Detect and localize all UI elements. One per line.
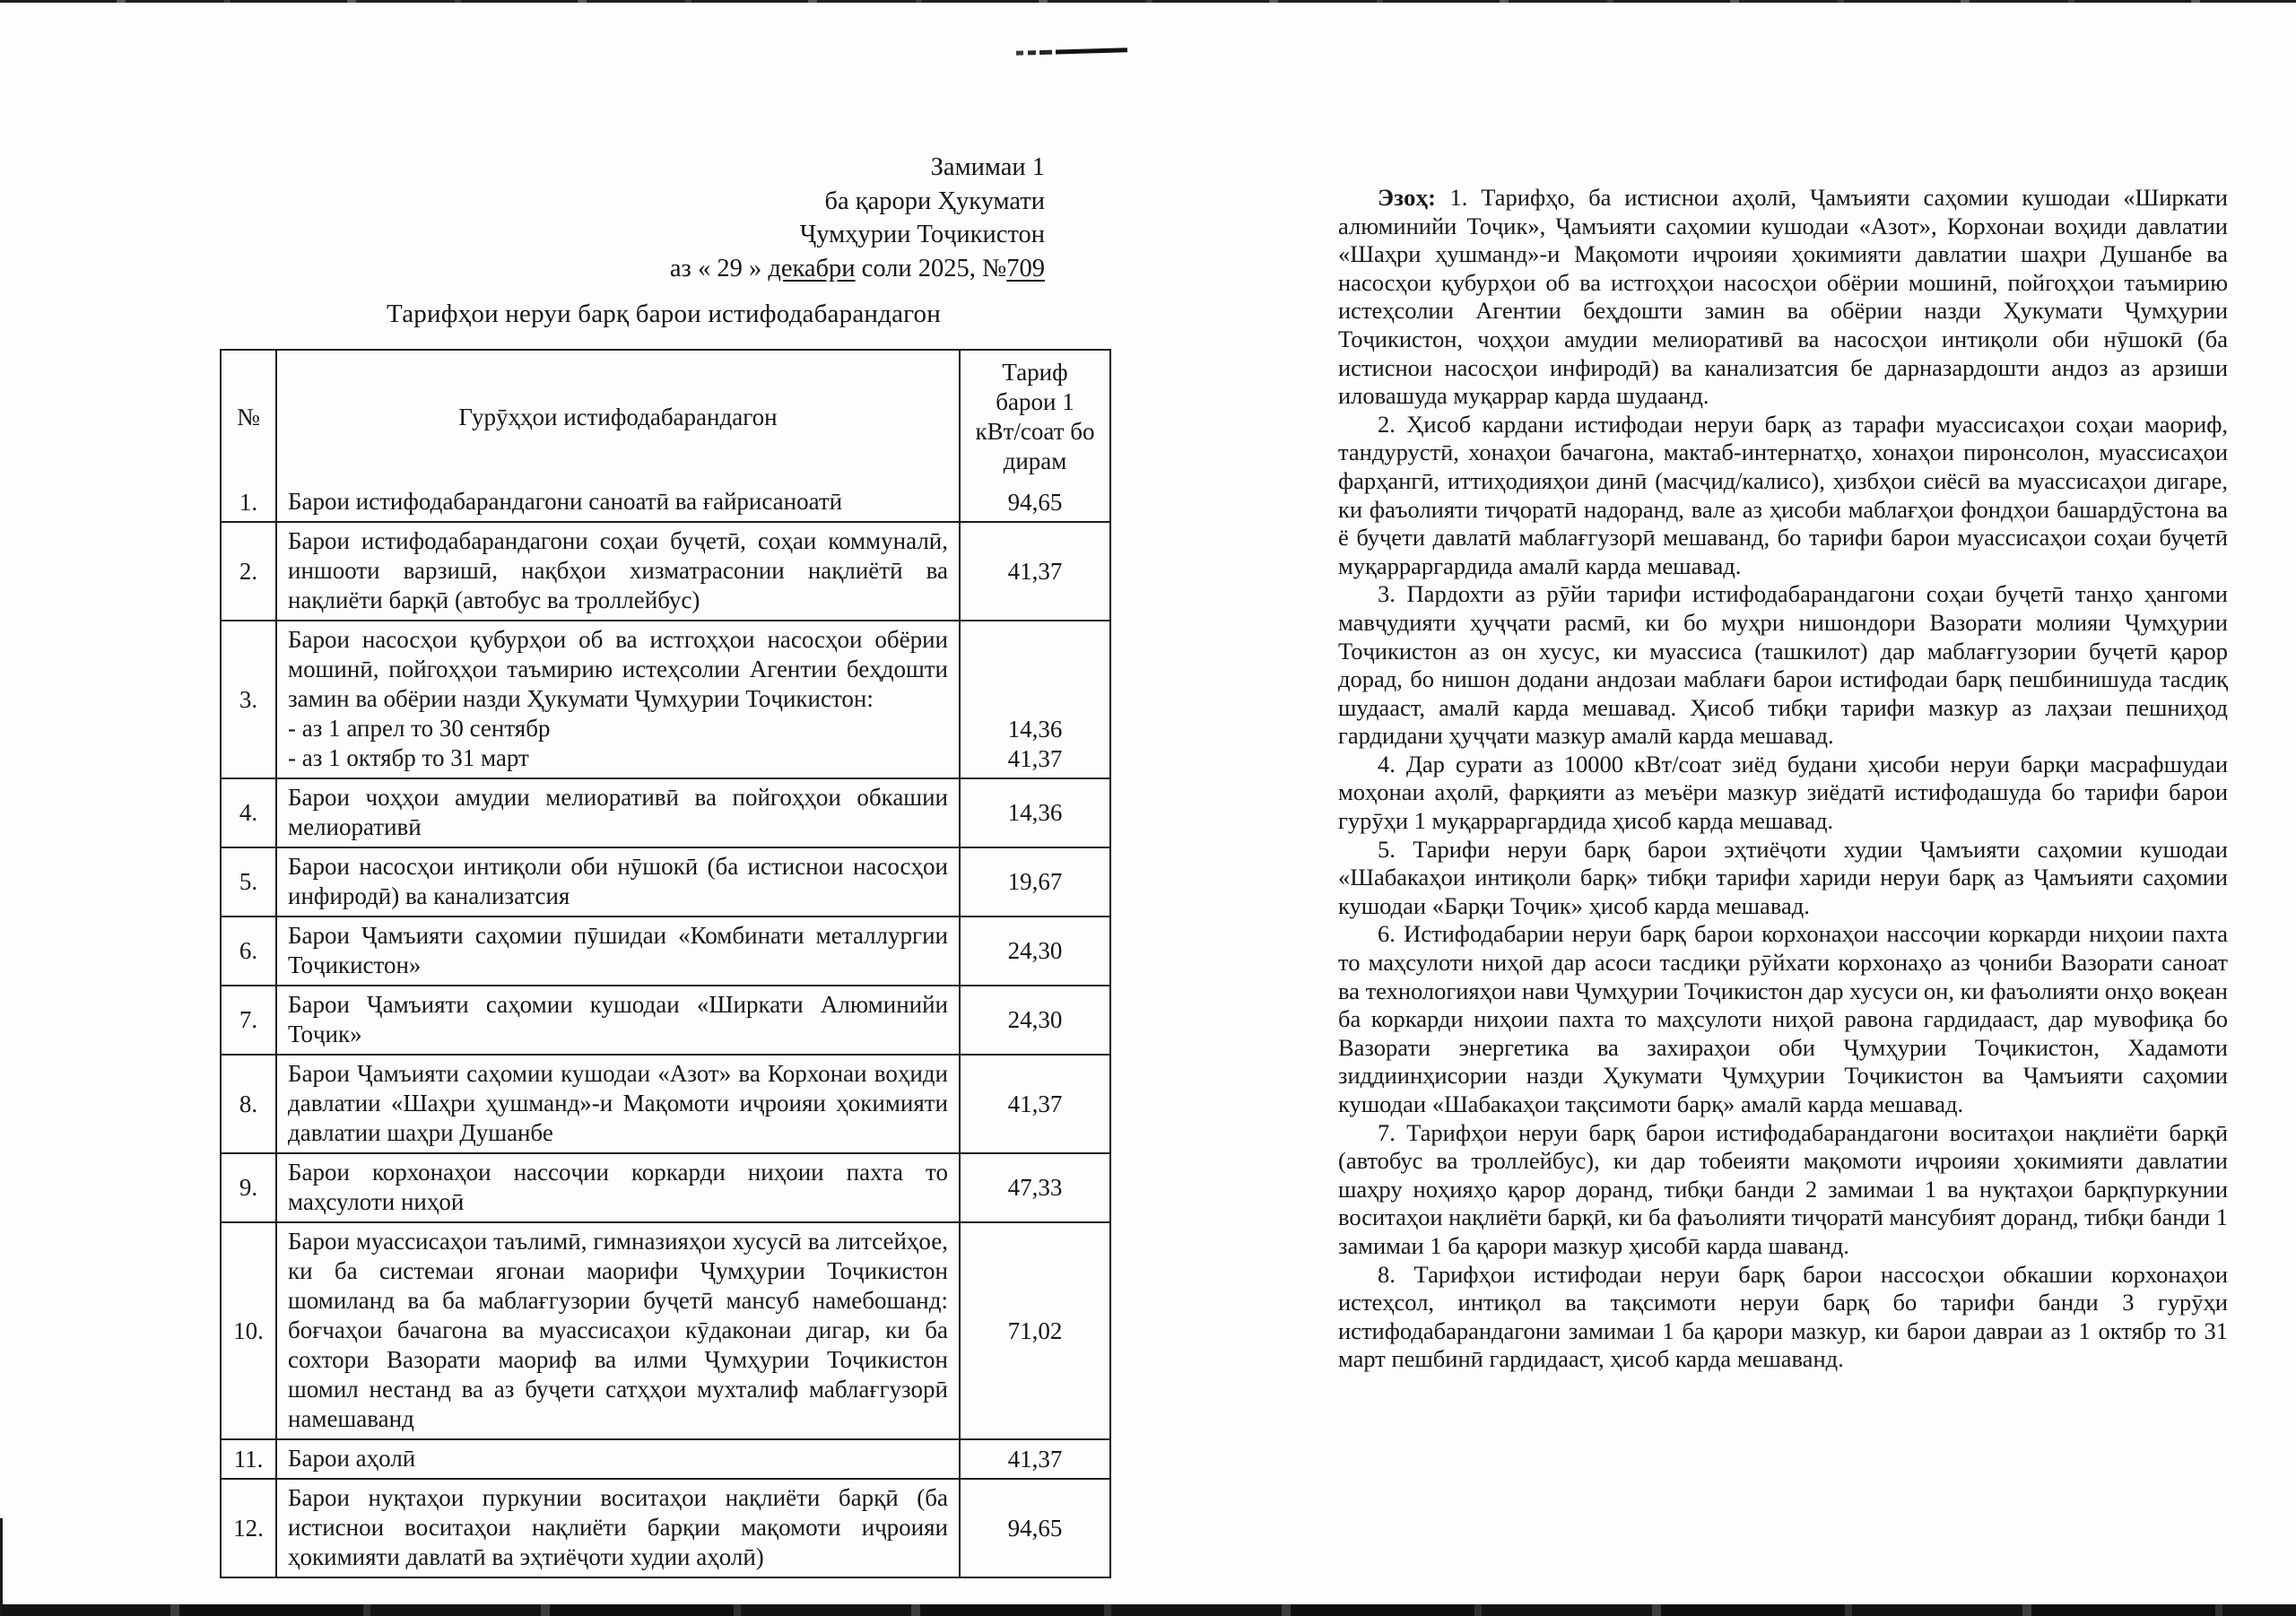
row-number: 3. [222,621,277,778]
period-tariff-value: 14,36 [1007,716,1063,743]
note-paragraph: 6. Истифодабарии неруи барқ барои корхонаҳои нассоҷии коркарди ниҳоии пахта то маҳсулоти ниҳоӣ дар асоси тасдиқи рӯйхати корхонаҳо аз ҷониби Вазорати саноат ва технологияҳои нави Ҷумҳурии Тоҷикистон дар хусуси он, ки фаъолияти онҳо воқеан ба коркарди ниҳоии пахта то маҳсулоти ниҳоӣ равона гардидааст, дар мувофиқа бо Вазорати энергетика ва захираҳои оби Ҷумҳурии Тоҷикистон, Хадамоти зиддиинҳисории назди Ҳукумати Ҷумҳурии Тоҷикистон ва Ҷамъияти саҳомии кушодаи «Шабакаҳои тақсимоти барқ» амалӣ карда мешавад. [1338,920,2228,1117]
note-paragraph: 5. Тарифи неруи барқ барои эҳтиёҷоти худии Ҷамъияти саҳомии кушодаи «Шабакаҳои интиқоли барқ» тибқи тарифи хариди неруи барқ аз Ҷамъияти саҳомии кушодаи «Барқи Тоҷик» ҳисоб карда мешавад. [1338,835,2228,919]
table-row [222,1221,1109,1438]
row-number: 10. [222,1223,277,1438]
group-description-text: Барои истифодабарандагони соҳаи буҷетӣ, соҳаи коммуналӣ, иншооти варзишӣ, нақбҳои хизматрасонии нақлиётӣ ва нақлиёти барқӣ (автобус ва троллейбус) [288,527,948,613]
table-row [222,1054,1109,1152]
row-number: 12. [222,1480,277,1577]
note-paragraph: Эзоҳ: 1. Тарифҳо, ба истиснои аҳолӣ, Ҷамъияти саҳомии кушодаи «Ширкати алюминийи Тоҷик», Ҷамъияти саҳомии кушодаи «Азот», Корхонаи воҳиди давлатии «Шаҳри ҳушманд»-и Мақомоти иҷроияи ҳокимияти давлатии шаҳри Душанбе ва насосҳои қубурҳои об ва истгоҳҳои насосҳои обёрии мошинӣ, пойгоҳҳои таъмирию истеҳсолии Агентии беҳдошти замин ва обёрии назди Ҳукумати Ҷумҳурии Тоҷикистон, чоҳҳои амудии мелиоративӣ ва насосҳои интиқоли оби нӯшокӣ (ба истиснои насосҳои инфиродӣ) ва канализатсия бе дарназардошти андоз аз арзиши иловашуда муқаррар карда шудаанд. [1338,184,2228,410]
tariff-value: 47,33 [1007,1174,1063,1201]
scan-edge-bottom [0,1604,2296,1616]
group-description [277,483,961,521]
tariff-table-body [222,483,1109,1577]
table-row [222,1438,1109,1478]
group-description-text: Барои корхонаҳои нассоҷии коркарди ниҳоии пахта то маҳсулоти ниҳоӣ [288,1159,948,1215]
tariff-table [220,349,1111,1578]
note-paragraph: 2. Ҳисоб кардани истифодаи неруи барқ аз тарафи муассисаҳои соҳаи маориф, тандурустӣ, хонаҳои бачагона, мактаб-интернатҳо, хонаҳои пиронсолон, муассисаҳои фарҳангӣ, иттиҳодияҳои динӣ (масҷид/калисо), ҳизбҳои сиёсӣ ва муассисаҳои дигаре, ки фаъолияти тиҷоратӣ надоранд, вале аз ҳисоби маблағҳои фондҳои башардӯстона ва ё буҷети давлатӣ маблағгузорӣ мешаванд, бо тарифи барои муассисаҳои соҳаи буҷетӣ муқарраргардида амалӣ карда мешавад. [1338,410,2228,579]
tariff-value: 41,37 [1007,1445,1063,1473]
appendix-line-1: Замимаи 1 [930,153,1045,181]
group-description [277,779,961,847]
date-prefix: аз « 29 » [669,254,769,282]
group-description-text: Барои насосҳои интиқоли оби нӯшокӣ (ба истиснои насосҳои инфиродӣ) ва канализатсия [288,853,948,909]
appendix-date-line [628,252,1045,286]
tariff-value: 94,65 [1007,488,1063,516]
row-number: 1. [222,483,277,521]
row-number: 7. [222,986,277,1054]
row-number: 8. [222,1056,277,1152]
row-number: 2. [222,523,277,620]
tariff-value: 94,65 [1007,1514,1063,1542]
group-description-text: Барои муассисаҳои таълимӣ, гимназияҳои хусусӣ ва литсейҳое, ки ба системаи ягонаи маорифи Ҷумҳурии Тоҷикистон шомиланд ва ба маблағгузории буҷетӣ мансуб намебошанд: боғчаҳои бачагона ва муассисаҳои кӯдаконаи дигар, ки ба сохтори Вазорати маориф ва илми Ҷумҳурии Тоҷикистон шомил нестанд ва аз буҷети сатҳҳои мухталиф маблағгузорӣ намешаванд [288,1228,948,1432]
appendix-line-2: ба қарори Ҳукумати [824,187,1045,215]
period-subline: - аз 1 апрел то 30 сентябр [288,715,551,742]
table-row [222,483,1109,521]
scan-mark-dash [1016,48,1127,55]
table-row [222,778,1109,847]
group-description [277,986,961,1054]
group-description-text: Барои чоҳҳои амудии мелиоративӣ ва пойгоҳҳои обкашии мелиоративӣ [288,784,948,840]
group-description [277,523,961,620]
row-number: 6. [222,917,277,985]
group-description-text: Барои Ҷамъияти саҳомии кушодаи «Азот» ва Корхонаи воҳиди давлатии «Шаҳри ҳушманд»-и Мақомоти иҷроияи ҳокимияти давлатии шаҳри Душанбе [288,1060,948,1146]
tariff-value: 24,30 [1007,1006,1063,1033]
table-row [222,1478,1109,1577]
date-mid: соли 2025, № [855,254,1007,282]
table-header-row [222,351,1109,483]
tariff-value: 24,30 [1007,937,1063,964]
note-paragraph: 3. Пардохти аз рӯйи тарифи истифодабарандагони соҳаи буҷетӣ танҳо ҳангоми мавҷудияти ҳуҷҷати расмӣ, ки бо муҳри нишондори Вазорати молияи Ҷумҳурии Тоҷикистон аз он хусус, ки муассиса (ташкилот) дар маблағгузории буҷетӣ қарор дорад, бо нишон додани андозаи маблағи барои истифодаи барқ пешбинишуда тасдиқ шудааст, амалӣ карда мешавад. Ҳисоб тибқи тарифи мазкур аз лаҳзаи пешниҳод гардидани ҳуҷҷати мазкур амалӣ карда мешавад. [1338,580,2228,750]
table-row [222,1152,1109,1221]
tariff-value: 41,37 [1007,557,1063,585]
group-description [277,1440,961,1478]
row-number: 11. [222,1440,277,1478]
group-description [277,621,961,778]
table-row [222,985,1109,1054]
group-description [277,917,961,985]
period-tariff-value: 41,37 [1007,745,1063,772]
note-paragraph: 4. Дар сурати аз 10000 кВт/соат зиёд будани ҳисоби неруи барқи масрафшудаи моҳонаи аҳолӣ, фарқияти аз меъёри мазкур зиёдатӣ истифодашуда бо тарифи барои гурӯҳи 1 муқарраргардида ҳисоб карда мешавад. [1338,750,2228,835]
column-header-number: № [222,351,277,483]
page-title: Тарифҳои неруи барқ барои истифодабарандагон [387,300,941,328]
table-row [222,521,1109,620]
period-subline: - аз 1 октябр то 31 март [288,744,529,771]
group-description [277,1056,961,1152]
appendix-header [628,151,1045,285]
tariff-value: 71,02 [1007,1316,1063,1344]
tariff-value: 41,37 [1007,1090,1063,1117]
group-description-text: Барои Ҷамъияти саҳомии кушодаи «Ширкати Алюминийи Тоҷик» [288,991,948,1047]
table-row [222,620,1109,778]
group-description-text: Барои насосҳои қубурҳои об ва истгоҳҳои насосҳои обёрии мошинӣ, пойгоҳҳои таъмирию истеҳсолии Агентии беҳдошти замин ва обёрии назди Ҳукумати Ҷумҳурии Тоҷикистон: [288,626,948,712]
group-description-text: Барои нуқтаҳои пуркунии воситаҳои нақлиёти барқӣ (ба истиснои воситаҳои нақлиёти барқии мақомоти иҷроияи ҳокимияти давлатӣ ва эҳтиёҷоти худии аҳолӣ) [288,1484,948,1570]
row-number: 4. [222,779,277,847]
group-description [277,1223,961,1438]
group-description [277,848,961,916]
group-description-text: Барои Ҷамъияти саҳомии пӯшидаи «Комбинати металлургии Тоҷикистон» [288,922,948,978]
group-description-text: Барои аҳолӣ [288,1445,416,1472]
row-number: 9. [222,1154,277,1221]
tariff-value: 14,36 [1007,799,1063,826]
row-number: 5. [222,848,277,916]
tariff-value: 19,67 [1007,868,1063,895]
scan-edge-top [0,0,2296,3]
note-paragraph: 8. Тарифҳои истифодаи неруи барқ барои нассосҳои обкашии корхонаҳои истеҳсол, интиқол ва тақсимоти неруи барқ бо тарифи банди 3 гурӯҳи истифодабарандагони замимаи 1 ба қарори мазкур, ки барои давраи аз 1 октябр то 31 март пешбинӣ гардидааст, ҳисоб карда мешаванд. [1338,1260,2228,1373]
group-description-text: Барои истифодабарандагони саноатӣ ва ғайрисаноатӣ [288,488,843,515]
note-paragraph: 7. Тарифҳои неруи барқ барои истифодабарандагони воситаҳои нақлиёти барқӣ (автобус ва троллейбус), ки дар тобеияти мақомоти иҷроияи ҳокимияти давлатии шаҳру ноҳияҳо қарор доранд, тибқи банди 2 замимаи 1 ва нуқтаҳои барқпуркунии воситаҳои нақлиёти барқӣ, ки ба фаъолияти тиҷоратӣ мансубият доранд, тибқи банди 1 замимаи 1 ба қарори мазкур ҳисобӣ карда шаванд. [1338,1118,2228,1259]
tariff-value [961,621,1109,778]
table-row [222,916,1109,985]
decree-number: 709 [1006,254,1045,282]
table-row [222,847,1109,916]
notes-column [1338,184,2228,1374]
date-month: декабри [768,254,856,282]
group-description [277,1154,961,1221]
group-description [277,1480,961,1577]
column-header-group: Гурӯҳҳои истифодабарандагон [277,351,961,483]
notes-lead-label: Эзоҳ: [1378,184,1450,211]
column-header-tariff: Тариф барои 1 кВт/соат бо дирам [975,359,1095,474]
appendix-line-3: Ҷумҳурии Тоҷикистон [799,221,1045,248]
scan-edge-left [0,1518,3,1616]
